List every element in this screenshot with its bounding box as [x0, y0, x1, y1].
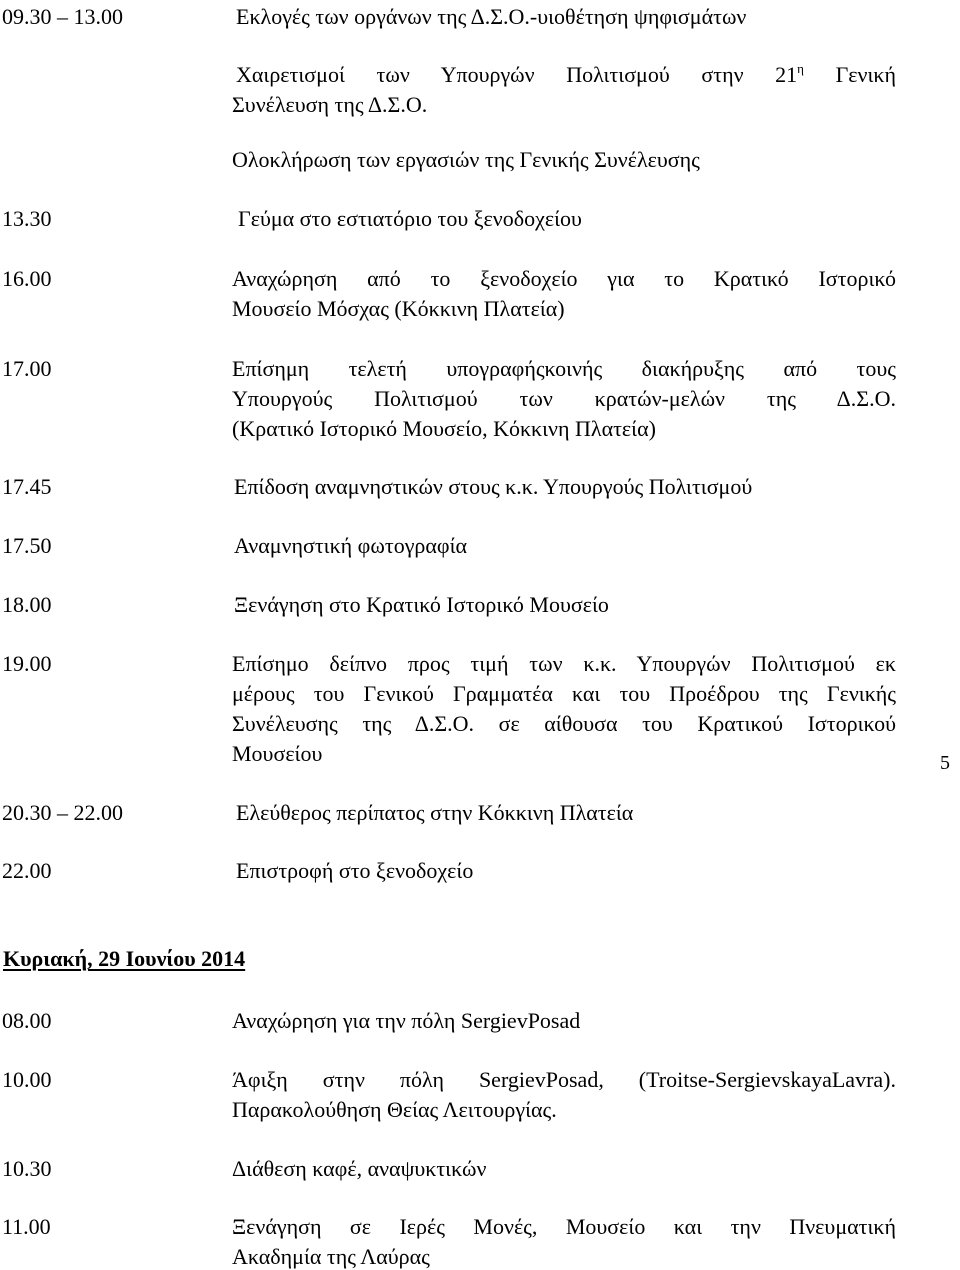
time-1745: 17.45: [2, 474, 52, 499]
item-departure-sergievposad: Αναχώρηση για την πόλη SergievPosad: [232, 1008, 581, 1033]
item-departure-line1: Αναχώρηση από το ξενοδοχείο για το Κρατικό Ιστορικό: [232, 266, 896, 291]
item-museum-tour: Ξενάγηση στο Κρατικό Ιστορικό Μουσείο: [234, 592, 609, 617]
item-dinner-line4: Μουσείου: [232, 741, 323, 766]
time-1000: 10.00: [2, 1067, 52, 1092]
time-1900: 19.00: [2, 651, 52, 676]
sunday-heading: Κυριακή, 29 Ιουνίου 2014: [3, 946, 246, 971]
item-ceremony-line2: Υπουργούς Πολιτισμού των κρατών-μελών της Δ.Σ.Ο.: [232, 386, 896, 411]
item-dinner-line2: μέρους του Γενικού Γραμματέα και του Προέδρου της Γενικής: [232, 681, 896, 706]
item-elections: Εκλογές των οργάνων της Δ.Σ.Ο.-υιοθέτηση ψηφισμάτων: [236, 4, 747, 29]
time-0930-1300: 09.30 – 13.00: [2, 4, 123, 29]
time-1700: 17.00: [2, 356, 52, 381]
time-2200: 22.00: [2, 858, 52, 883]
time-0800: 08.00: [2, 1008, 52, 1033]
item-ceremony-line1: Επίσημη τελετή υπογραφήςκοινής διακήρυξης από τους: [232, 356, 896, 381]
item-ceremony-line3: (Κρατικό Ιστορικό Μουσείο, Κόκκινη Πλατεία): [232, 416, 656, 441]
item-arrival-line2: Παρακολούθηση Θείας Λειτουργίας.: [232, 1097, 557, 1122]
time-1600: 16.00: [2, 266, 52, 291]
item-dinner-line3: Συνέλευσης της Δ.Σ.Ο. σε αίθουσα του Κρατικού Ιστορικού: [232, 711, 896, 736]
item-return-hotel: Επιστροφή στο ξενοδοχείο: [236, 858, 474, 883]
item-completion: Ολοκλήρωση των εργασιών της Γενικής Συνέλευσης: [232, 147, 700, 172]
page-number: 5: [940, 752, 950, 774]
item-arrival-line1: Άφιξη στην πόλη SergievPosad, (Troitse-SergievskayaLavra).: [232, 1067, 896, 1092]
item-souvenirs: Επίδοση αναμνηστικών στους κ.κ. Υπουργούς Πολιτισμού: [234, 474, 753, 499]
time-2030-2200: 20.30 – 22.00: [2, 800, 123, 825]
item-dinner-line1: Επίσημο δείπνο προς τιμή των κ.κ. Υπουργών Πολιτισμού εκ: [232, 651, 896, 676]
item-greetings-line2: Συνέλευση της Δ.Σ.Ο.: [232, 92, 428, 117]
time-1030: 10.30: [2, 1156, 52, 1181]
time-1100: 11.00: [2, 1214, 51, 1239]
time-1330: 13.30: [2, 206, 52, 231]
time-1750: 17.50: [2, 533, 52, 558]
item-monasteries-line1: Ξενάγηση σε Ιερές Μονές, Μουσείο και την Πνευματική: [232, 1214, 896, 1239]
item-monasteries-line2: Ακαδημία της Λαύρας: [232, 1244, 430, 1269]
item-free-walk: Ελεύθερος περίπατος στην Κόκκινη Πλατεία: [236, 800, 634, 825]
item-coffee: Διάθεση καφέ, αναψυκτικών: [232, 1156, 487, 1181]
item-photo: Αναμνηστική φωτογραφία: [234, 533, 468, 558]
item-greetings-line1: Χαιρετισμοί των Υπουργών Πολιτισμού στην $21^\eta$ Γενική: [236, 61, 896, 87]
item-departure-line2: Μουσείο Μόσχας (Κόκκινη Πλατεία): [232, 296, 565, 321]
item-lunch: Γεύμα στο εστιατόριο του ξενοδοχείου: [238, 206, 582, 231]
time-1800: 18.00: [2, 592, 52, 617]
